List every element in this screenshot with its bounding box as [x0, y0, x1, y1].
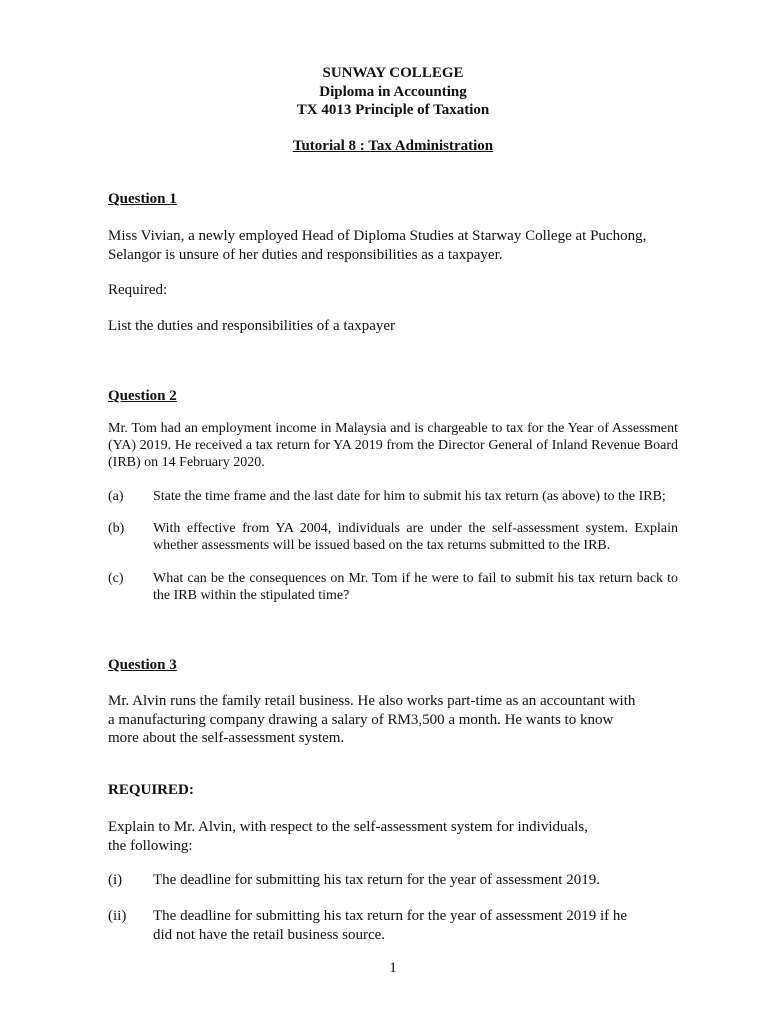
- question-2-heading: Question 2: [108, 388, 177, 404]
- college-name: SUNWAY COLLEGE: [322, 65, 464, 81]
- question-1-body-line1: Miss Vivian, a newly employed Head of Diploma Studies at Starway College at Puchong,: [108, 228, 647, 244]
- question-3-body-line2: a manufacturing company drawing a salary of RM3,500 a month. He wants to know: [108, 711, 614, 728]
- part-text: With effective from YA 2004, individuals are under the self-assessment system. Explain whether assessments will be issued based on the tax returns submitted to the IRB.: [153, 521, 678, 553]
- question-1-heading: Question 1: [108, 191, 177, 207]
- question-3-required: REQUIRED:: [108, 782, 194, 798]
- part-label: (a): [108, 489, 124, 504]
- part-text: The deadline for submitting his tax return for the year of assessment 2019.: [153, 872, 600, 888]
- question-1-required: Required:: [108, 282, 168, 298]
- document-header: [0, 64, 768, 120]
- question-3-explain-line1: Explain to Mr. Alvin, with respect to the self-assessment system for individuals,: [108, 819, 588, 835]
- part-label: (i): [108, 872, 123, 888]
- question-2-body: Mr. Tom had an employment income in Malaysia and is chargeable to tax for the Year of Assessment (YA) 2019. He received a tax return for YA 2019 from the Director General of Inland Revenue Board (IRB) on 14 February 2020.: [108, 421, 678, 470]
- question-1-body: [108, 227, 646, 264]
- tutorial-title: [0, 137, 768, 155]
- question-3-heading: Question 3: [108, 657, 177, 673]
- question-3-explain: [108, 818, 588, 855]
- part-text: State the time frame and the last date for him to submit his tax return (as above) to the IRB;: [153, 489, 666, 504]
- page-number: 1: [389, 960, 397, 976]
- part-text: [153, 907, 678, 944]
- part-text-line2: did not have the retail business source.: [153, 926, 386, 943]
- part-label: (b): [108, 521, 125, 536]
- part-text-line1: The deadline for submitting his tax return for the year of assessment 2019 if he: [153, 908, 628, 924]
- question-1-task: List the duties and responsibilities of a taxpayer: [108, 318, 396, 334]
- question-3-explain-line2: the following:: [108, 837, 193, 854]
- part-text: What can be the consequences on Mr. Tom if he were to fail to submit his tax return back to the IRB within the stipulated time?: [153, 571, 678, 603]
- tutorial-title-text: Tutorial 8 : Tax Administration: [292, 138, 494, 154]
- course-name: TX 4013 Principle of Taxation: [296, 102, 490, 118]
- part-label: (c): [108, 571, 124, 586]
- question-3-body-line3: more about the self-assessment system.: [108, 730, 345, 746]
- program-name: Diploma in Accounting: [319, 83, 467, 100]
- question-3-body-line1: Mr. Alvin runs the family retail business. He also works part-time as an accountant with: [108, 693, 636, 709]
- question-3-body: [108, 692, 635, 748]
- part-label: (ii): [108, 908, 127, 924]
- question-1-body-line2: Selangor is unsure of her duties and responsibilities as a taxpayer.: [108, 246, 503, 263]
